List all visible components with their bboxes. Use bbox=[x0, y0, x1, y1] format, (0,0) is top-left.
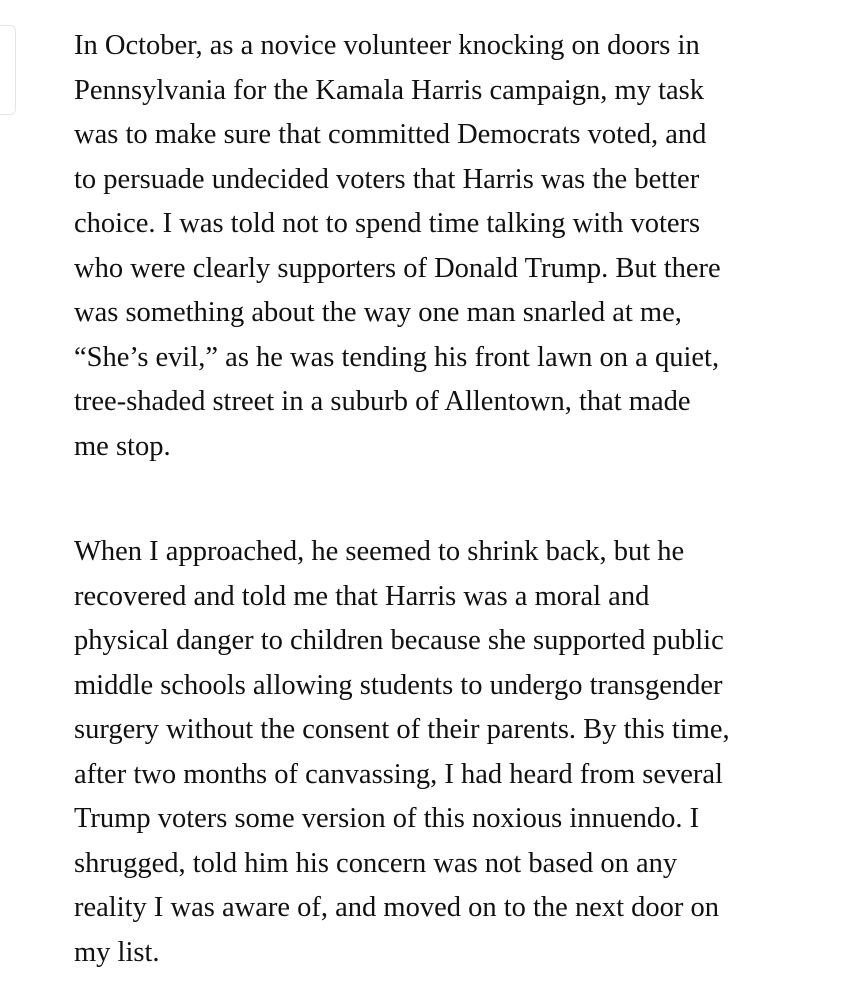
paragraph-1-line: “She’s evil,” as he was tending his front lawn on a quiet, bbox=[74, 341, 720, 373]
side-panel-tab[interactable] bbox=[0, 25, 16, 115]
paragraph-2-line: middle schools allowing students to undergo transgender bbox=[74, 669, 723, 701]
paragraph-2-line: recovered and told me that Harris was a moral and bbox=[74, 580, 650, 612]
paragraph-1 bbox=[74, 24, 790, 469]
paragraph-1-line: was something about the way one man snarled at me, bbox=[74, 297, 682, 328]
paragraph-2-line: shrugged, told him his concern was not based on any bbox=[74, 847, 678, 879]
paragraph-2 bbox=[74, 530, 790, 975]
paragraph-2-line: after two months of canvassing, I had heard from several bbox=[74, 758, 723, 790]
paragraph-1-line: tree-shaded street in a suburb of Allentown, that made bbox=[74, 386, 691, 417]
paragraph-1-line: was to make sure that committed Democrats voted, and bbox=[74, 119, 707, 150]
paragraph-2-line: When I approached, he seemed to shrink back, but he bbox=[74, 536, 685, 567]
paragraph-1-line: to persuade undecided voters that Harris was the better bbox=[74, 163, 700, 195]
paragraph-2-line: my list. bbox=[74, 936, 160, 968]
paragraph-1-line: In October, as a novice volunteer knocking on doors in bbox=[74, 30, 700, 61]
paragraph-1-line: who were clearly supporters of Donald Trump. But there bbox=[74, 252, 721, 284]
paragraph-2-line: Trump voters some version of this noxious innuendo. I bbox=[74, 803, 700, 834]
paragraph-1-line: me stop. bbox=[74, 430, 171, 462]
article-body bbox=[74, 24, 790, 975]
paragraph-2-line: surgery without the consent of their parents. By this time, bbox=[74, 714, 730, 745]
paragraph-2-line: reality I was aware of, and moved on to the next door on bbox=[74, 892, 720, 923]
paragraph-2-line: physical danger to children because she supported public bbox=[74, 625, 724, 656]
paragraph-1-line: Pennsylvania for the Kamala Harris campaign, my task bbox=[74, 74, 704, 106]
paragraph-1-line: choice. I was told not to spend time talking with voters bbox=[74, 208, 701, 239]
